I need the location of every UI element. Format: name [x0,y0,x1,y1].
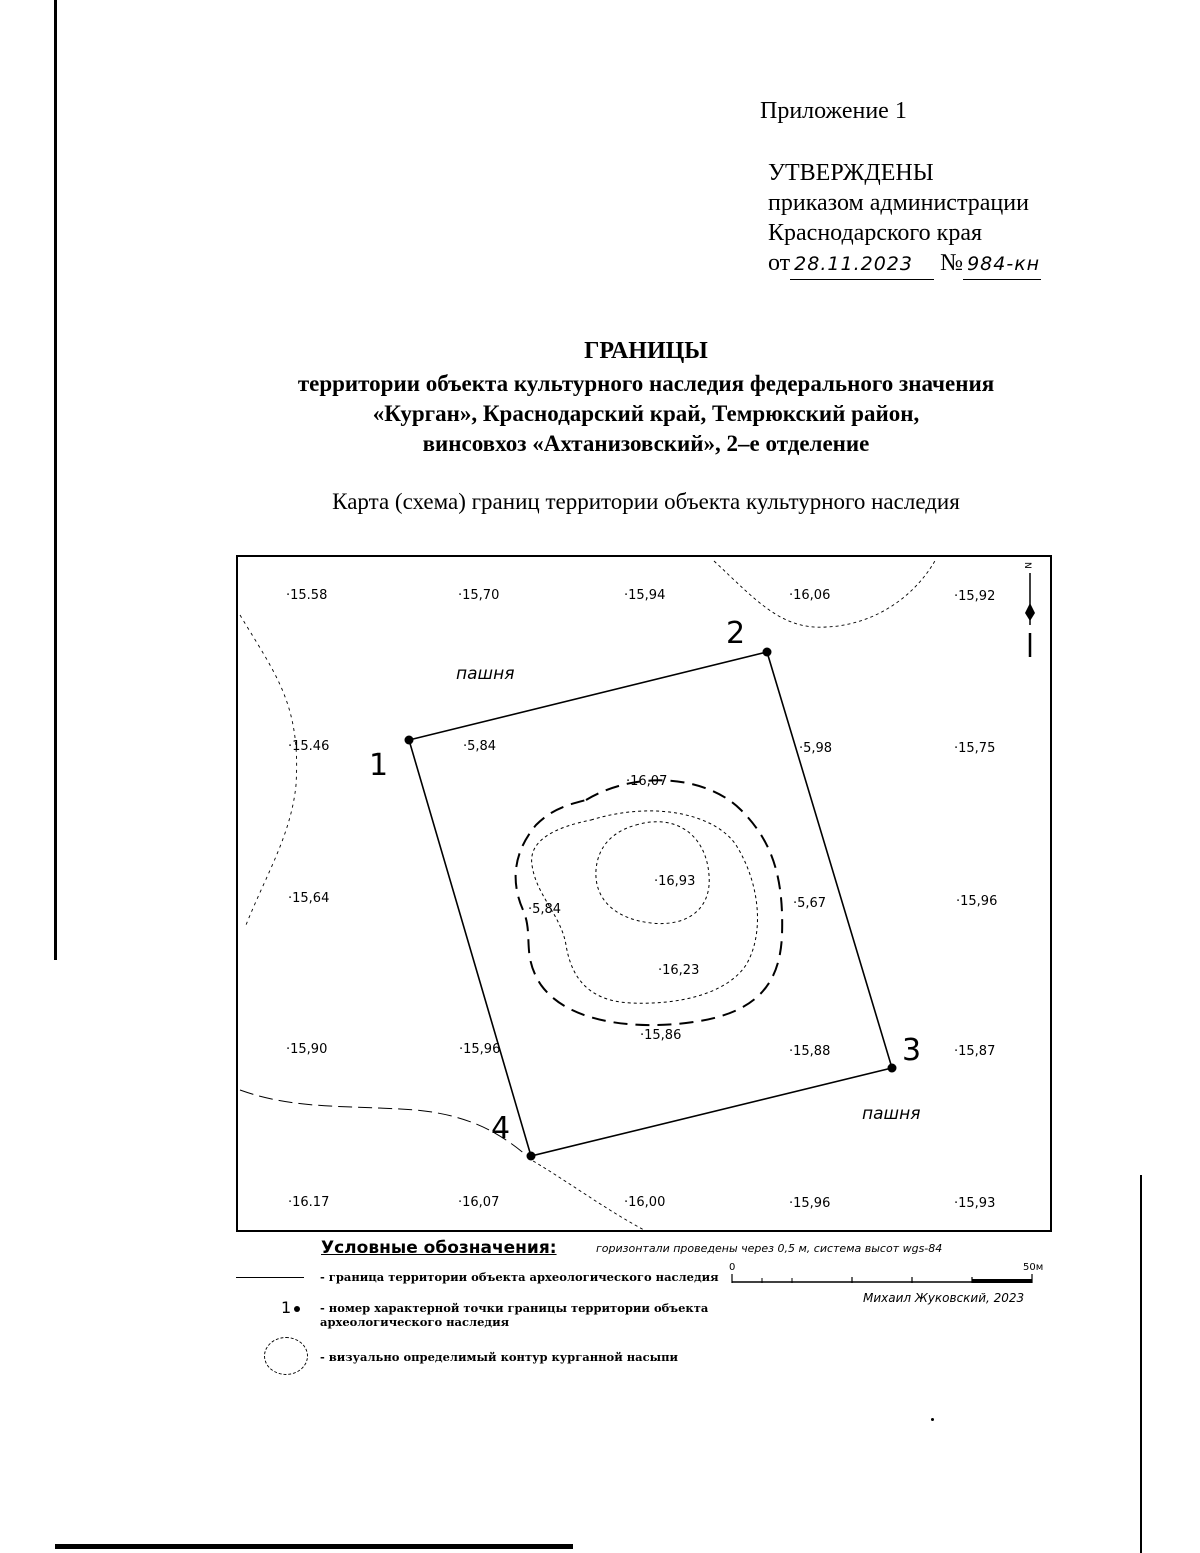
appendix-label: Приложение 1 [760,98,907,124]
boundary-point-4 [527,1152,536,1161]
point-label-3: 3 [902,1033,922,1068]
elevation-11: ·16,07 [626,774,668,789]
elevation-20: ·15,88 [789,1044,831,1059]
from-label: от [768,250,791,276]
legend-boundary-symbol [236,1277,304,1278]
elevation-26: ·15,93 [954,1196,996,1211]
elevation-16: ·16,23 [658,963,700,978]
elevation-5: ·15,92 [954,589,996,604]
scale-start-label: 0 [729,1262,736,1273]
legend-point-text: - номер характерной точки границы территории объекта археологического наследия [320,1301,709,1329]
document-title: ГРАНИЦЫ [584,338,708,364]
elevation-9: ·15,75 [954,741,996,756]
scale-bar [727,1262,1047,1284]
subtitle-line-2: «Курган», Краснодарский край, Темрюкский район, [372,401,920,426]
approved-region: Краснодарского края [768,220,983,246]
elevation-14: ·5,67 [793,896,827,911]
elevation-21: ·15,87 [954,1044,996,1059]
approved-by: приказом администрации [768,190,1029,216]
land-label-top: пашня [456,664,515,684]
elevation-18: ·15,90 [286,1042,328,1057]
boundary-map [236,555,1052,1232]
elevation-4: ·16,06 [789,588,831,603]
elevation-17: ·15,86 [640,1028,682,1043]
elevation-19: ·15,96 [459,1042,501,1057]
point-label-2: 2 [726,616,746,651]
document-subtitle [0,369,1200,459]
approved-label: УТВЕРЖДЕНЫ [768,160,934,186]
scan-edge-left [54,0,57,960]
mound-contour-inner [532,811,758,1003]
elevation-3: ·15,94 [624,588,666,603]
map-caption: Карта (схема) границ территории объекта культурного наследия [332,489,960,514]
approval-date: 28.11.2023 [790,249,934,280]
mound-contour-top [596,822,709,924]
elevation-22: ·16.17 [288,1195,330,1210]
legend-mound-symbol [264,1337,308,1375]
land-label-bottom: пашня [862,1104,921,1124]
elevation-6: ·15.46 [288,739,330,754]
elevation-10: ·15,64 [288,891,330,906]
elevation-24: ·16,00 [624,1195,666,1210]
point-label-4: 4 [491,1111,511,1146]
boundary-point-1 [405,736,414,745]
legend-boundary-text: - граница территории объекта археологического наследия [320,1270,719,1284]
elevation-8: ·5,98 [799,741,833,756]
boundary-point-2 [763,648,772,657]
legend-point-number: 1 [281,1298,292,1317]
elevation-1: ·15.58 [286,588,328,603]
elevation-12: ·16,93 [654,874,696,889]
number-label: № [940,250,964,276]
terrain-line-bottom [240,1090,526,1155]
elevation-15: ·15,96 [956,894,998,909]
map-author: Михаил Жуковский, 2023 [863,1291,1025,1305]
legend-point-dot [294,1306,300,1312]
scale-bar-graphic [727,1262,1047,1284]
map-frame [237,556,1051,1231]
elevation-25: ·15,96 [789,1196,831,1211]
scan-speck [931,1418,934,1421]
elevation-23: ·16,07 [458,1195,500,1210]
contour-note: горизонтали проведены через 0,5 м, система высот wgs-84 [596,1242,943,1255]
subtitle-line-1: территории объекта культурного наследия федерального значения [297,371,995,396]
scan-edge-right [1140,1175,1142,1553]
legend-title: Условные обозначения: [321,1238,557,1258]
north-arrow-head [1025,603,1035,621]
scan-edge-bottom [55,1544,573,1549]
north-label: N [1022,562,1032,569]
elevation-7: ·5,84 [463,739,497,754]
approval-date-line [768,248,1041,280]
subtitle-line-3: винсовхоз «Ахтанизовский», 2–е отделение [422,431,870,456]
terrain-line-left [240,615,297,925]
elevation-2: ·15,70 [458,588,500,603]
approval-block [768,158,1041,280]
legend-point-symbol [281,1298,300,1317]
point-label-1: 1 [369,748,389,783]
legend-mound-text: - визуально определимый контур курганной насыпи [320,1350,679,1364]
scale-end-label: 50м [1023,1262,1044,1273]
approval-number: 984-кн [963,249,1041,280]
elevation-13: ·5,84 [528,902,562,917]
boundary-point-3 [888,1064,897,1073]
